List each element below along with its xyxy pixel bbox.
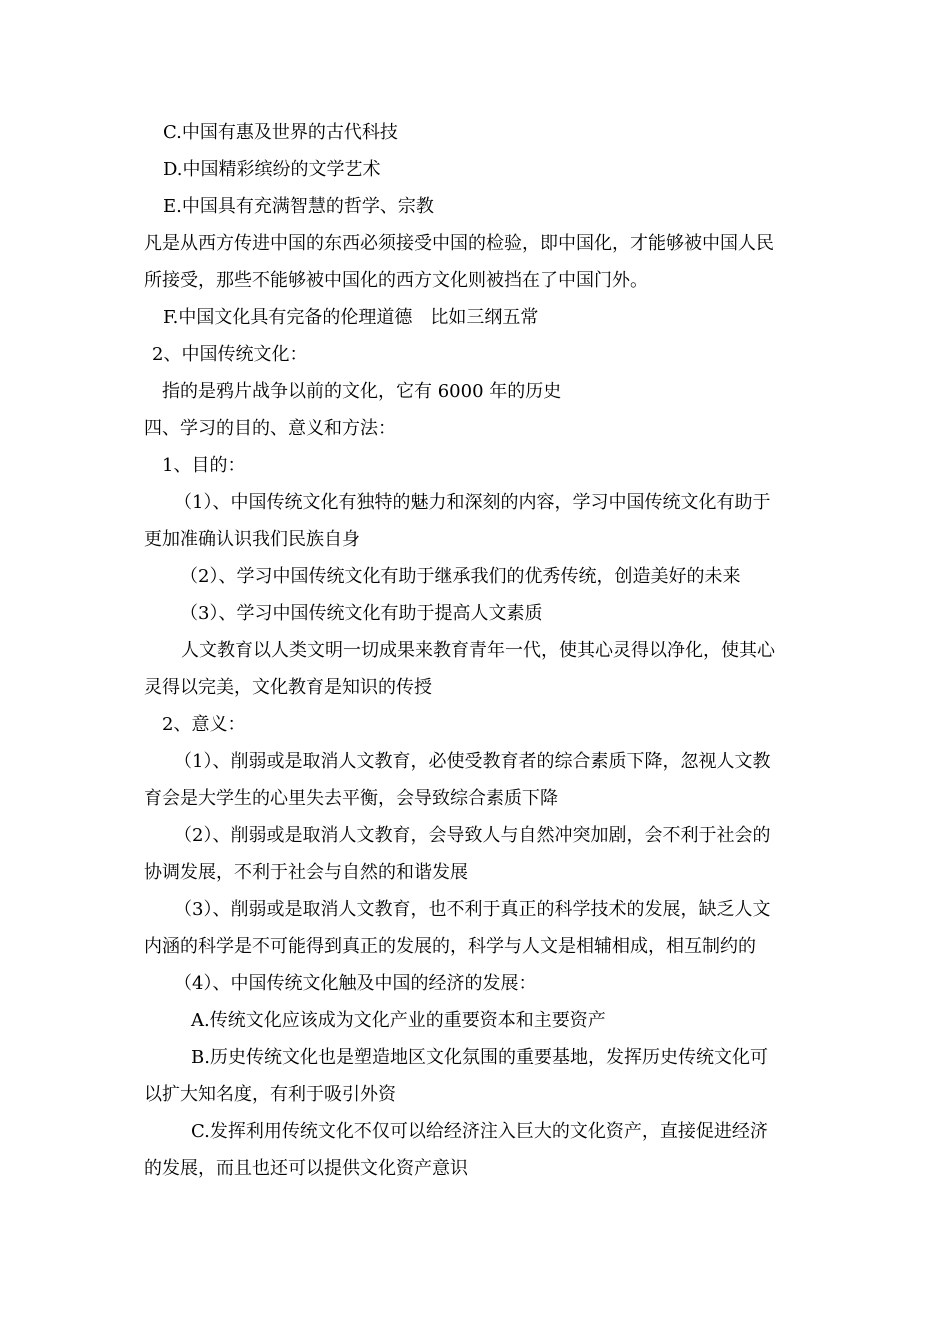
text-line: 灵得以完美，文化教育是知识的传授 <box>144 677 432 698</box>
text-line: 以扩大知名度，有利于吸引外资 <box>144 1084 396 1105</box>
text-line: A.传统文化应该成为文化产业的重要资本和主要资产 <box>191 1010 606 1031</box>
text-line: 所接受，那些不能够被中国化的西方文化则被挡在了中国门外。 <box>144 270 648 291</box>
text-line: （1）、中国传统文化有独特的魅力和深刻的内容，学习中国传统文化有助于 <box>174 492 771 513</box>
text-line: B.历史传统文化也是塑造地区文化氛围的重要基地，发挥历史传统文化可 <box>191 1047 768 1068</box>
text-line: （4）、中国传统文化触及中国的经济的发展： <box>174 973 537 994</box>
text-line: 人文教育以人类文明一切成果来教育青年一代，使其心灵得以净化，使其心 <box>181 640 775 661</box>
text-line: D.中国精彩缤纷的文学艺术 <box>163 159 381 180</box>
text-line: C.发挥利用传统文化不仅可以给经济注入巨大的文化资产，直接促进经济 <box>191 1121 768 1142</box>
text-line: （1）、削弱或是取消人文教育，必使受教育者的综合素质下降，忽视人文教 <box>174 751 771 772</box>
text-line: （3）、削弱或是取消人文教育，也不利于真正的科学技术的发展，缺乏人文 <box>174 899 771 920</box>
text-line: 协调发展，不利于社会与自然的和谐发展 <box>144 862 468 883</box>
text-line: （2）、学习中国传统文化有助于继承我们的优秀传统，创造美好的未来 <box>180 566 741 587</box>
text-line: 育会是大学生的心里失去平衡，会导致综合素质下降 <box>144 788 558 809</box>
section-heading: 四、学习的目的、意义和方法： <box>144 418 396 439</box>
text-line: E.中国具有充满智慧的哲学、宗教 <box>163 196 434 217</box>
text-line: （2）、削弱或是取消人文教育，会导致人与自然冲突加剧，会不利于社会的 <box>174 825 771 846</box>
section-heading: 2、中国传统文化： <box>152 344 308 365</box>
text-line: 指的是鸦片战争以前的文化，它有 6000 年的历史 <box>162 381 562 402</box>
text-line: F.中国文化具有完备的伦理道德 比如三纲五常 <box>163 307 539 328</box>
section-heading: 1、目的： <box>162 455 246 476</box>
document-body <box>144 114 814 1187</box>
text-line: 更加准确认识我们民族自身 <box>144 529 360 550</box>
text-line: 的发展，而且也还可以提供文化资产意识 <box>144 1158 468 1179</box>
text-line: 内涵的科学是不可能得到真正的发展的，科学与人文是相辅相成，相互制约的 <box>144 936 756 957</box>
section-heading: 2、意义： <box>162 714 246 735</box>
text-line: C.中国有惠及世界的古代科技 <box>163 122 398 143</box>
text-line: （3）、学习中国传统文化有助于提高人文素质 <box>180 603 543 624</box>
text-line: 凡是从西方传进中国的东西必须接受中国的检验，即中国化，才能够被中国人民 <box>144 233 774 254</box>
